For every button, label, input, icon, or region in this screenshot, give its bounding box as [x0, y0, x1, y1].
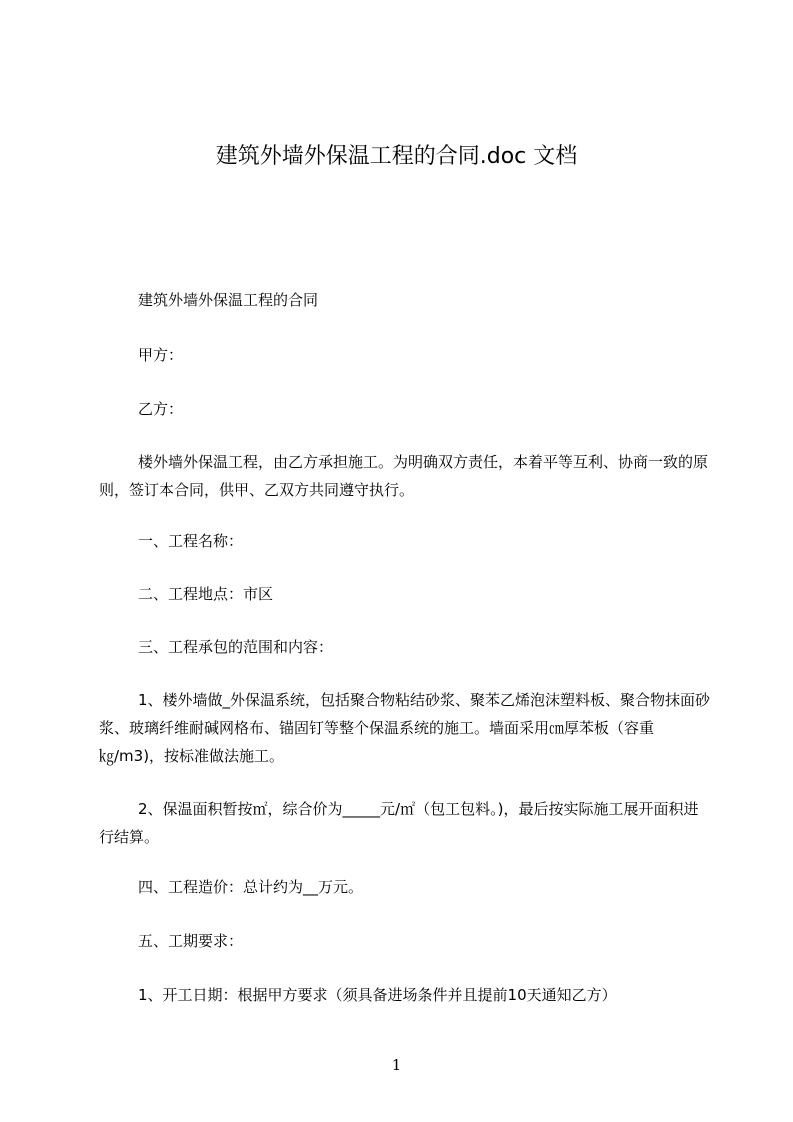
- party-a-label: 甲方：: [138, 346, 184, 364]
- section-project-cost: 四、工程造价：总计约为__万元。: [138, 878, 364, 896]
- page-number: 1: [391, 1056, 402, 1074]
- scope-item-2: 2、保温面积暂按㎡，综合价为_____元/㎡（包工包料。)，最后按实际施工展开面积进行结算。: [99, 800, 699, 846]
- section-scope-heading: 三、工程承包的范围和内容：: [138, 638, 334, 656]
- preamble-paragraph: 楼外墙外保温工程，由乙方承担施工。为明确双方责任，本着平等互利、协商一致的原则，签订本合同，供甲、乙双方共同遵守执行。: [99, 453, 709, 499]
- section-schedule-heading: 五、工期要求：: [138, 932, 244, 950]
- party-b-label: 乙方：: [138, 400, 184, 418]
- scope-item-1: 1、楼外墙做_外保温系统，包括聚合物粘结砂浆、聚苯乙烯泡沫塑料板、聚合物抹面砂浆、玻璃纤维耐碱网格布、锚固钉等整个保温系统的施工。墙面采用㎝厚苯板（容重㎏/m3)，按标准做法施工。: [99, 691, 711, 765]
- schedule-item-1: 1、开工日期：根据甲方要求（须具备进场条件并且提前10天通知乙方）: [138, 986, 617, 1004]
- contract-name: 建筑外墙外保温工程的合同: [138, 291, 319, 309]
- section-project-location: 二、工程地点：市区: [138, 585, 274, 603]
- section-project-name: 一、工程名称：: [138, 532, 244, 550]
- document-title: 建筑外墙外保温工程的合同.doc 文档: [215, 144, 578, 169]
